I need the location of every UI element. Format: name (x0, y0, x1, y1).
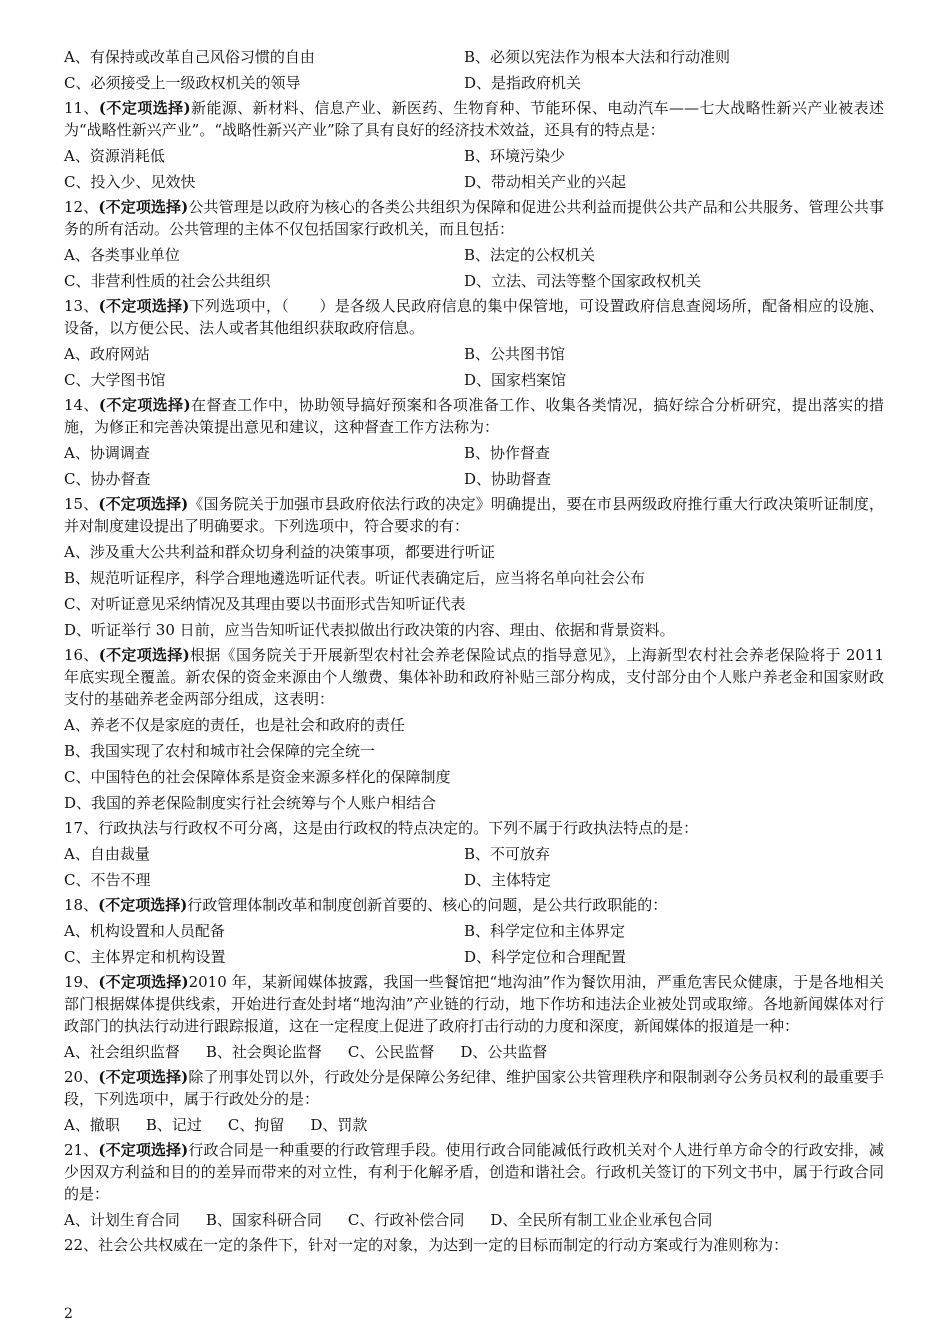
question-type-tag: (不定项选择) (98, 198, 189, 216)
option: C、对听证意见采纳情况及其理由要以书面形式告知听证代表 (64, 595, 466, 613)
option-row (64, 1039, 884, 1065)
question-20: 20、(不定项选择)除了刑事处罚以外，行政处分是保障公务纪律、维护国家公共管理秩序和限制剥夺公务员权利的最重要手段，下列选项中，属于行政处分的是： (64, 1068, 884, 1108)
option: C、投入少、见效快 (64, 173, 196, 191)
option: D、我国的养老保险制度实行社会统筹与个人账户相结合 (64, 794, 437, 812)
option-row (64, 440, 884, 466)
option: C、主体界定和机构设置 (64, 948, 226, 966)
question-type-tag: (不定项选择) (98, 896, 188, 914)
option: B、公共图书馆 (464, 345, 566, 363)
option: D、立法、司法等整个国家政权机关 (464, 272, 702, 290)
question-19: 19、(不定项选择)2010 年，某新闻媒体披露，我国一些餐馆把“地沟油”作为餐饮用油，严重危害民众健康，于是各地相关部门根据媒体提供线索，开始进行查处封堵“地沟油”产业链的行动，地下作坊和违法企业被处罚或取缔。各地新闻媒体对行政部门的执法行动进行跟踪报道，这在一定程度上促进了政府打击行动的力度和深度，新闻媒体的报道是一种： (64, 973, 884, 1035)
option: A、政府网站 (64, 345, 150, 363)
option-row (64, 466, 884, 492)
option: C、非营利性质的社会公共组织 (64, 272, 271, 290)
option: C、大学图书馆 (64, 371, 166, 389)
option: A、涉及重大公共利益和群众切身利益的决策事项，都要进行听证 (64, 543, 495, 561)
option: B、我国实现了农村和城市社会保障的完全统一 (64, 742, 376, 760)
question-type-tag: (不定项选择) (98, 99, 191, 117)
option: B、规范听证程序，科学合理地遴选听证代表。听证代表确定后，应当将名单向社会公布 (64, 569, 646, 587)
option-row (64, 867, 884, 893)
option: C、必须接受上一级政权机关的领导 (64, 74, 301, 92)
option: A、资源消耗低 (64, 147, 165, 165)
option: C、行政补偿合同 (347, 1211, 465, 1229)
option-row (64, 143, 884, 169)
question-type-tag: (不定项选择) (98, 973, 189, 991)
option-row (64, 944, 884, 970)
option: A、各类事业单位 (64, 246, 180, 264)
option: D、带动相关产业的兴起 (464, 173, 627, 191)
option: B、科学定位和主体界定 (464, 922, 626, 940)
option: B、法定的公权机关 (464, 246, 596, 264)
option: C、拘留 (227, 1116, 285, 1134)
option: D、协助督查 (464, 470, 552, 488)
option: D、国家档案馆 (464, 371, 567, 389)
question-type-tag: (不定项选择) (98, 297, 190, 315)
question-type-tag: (不定项选择) (98, 1141, 189, 1159)
option: A、有保持或改革自己风俗习惯的自由 (64, 48, 315, 66)
question-16: 16、(不定项选择)根据《国务院关于开展新型农村社会养老保险试点的指导意见》，上海新型农村社会养老保险将于 2011 年底实现全覆盖。新农保的资金来源由个人缴费、集体补助和政府补贴三部分构成，支付部分由个人账户养老金和国家财政支付的基础养老金两部分组成，这表明： (64, 646, 884, 708)
option: C、中国特色的社会保障体系是资金来源多样化的保障制度 (64, 768, 451, 786)
option-row (64, 1207, 884, 1233)
question-type-tag: (不定项选择) (98, 396, 191, 414)
page-number: 2 (64, 1306, 73, 1322)
option-row (64, 341, 884, 367)
question-13: 13、(不定项选择)下列选项中，（ ）是各级人民政府信息的集中保管地，可设置政府信息查阅场所，配备相应的设施、设备，以方便公民、法人或者其他组织获取政府信息。 (64, 297, 884, 337)
question-15: 15、(不定项选择)《国务院关于加强市县政府依法行政的决定》明确提出，要在市县两级政府推行重大行政决策听证制度，并对制度建设提出了明确要求。下列选项中，符合要求的有： (64, 495, 884, 535)
option: B、环境污染少 (464, 147, 566, 165)
option-row (64, 367, 884, 393)
option: C、公民监督 (347, 1043, 435, 1061)
option: D、主体特定 (464, 871, 552, 889)
question-18: 18、(不定项选择)行政管理体制改革和制度创新首要的、核心的问题，是公共行政职能的： (64, 896, 668, 914)
option: D、公共监督 (460, 1043, 548, 1061)
document-page (64, 44, 884, 1258)
option: A、机构设置和人员配备 (64, 922, 225, 940)
question-22: 22、社会公共权威在一定的条件下，针对一定的对象，为达到一定的目标而制定的行动方案或行为准则称为： (64, 1236, 789, 1254)
option-row (64, 841, 884, 867)
question-type-tag: (不定项选择) (98, 646, 190, 664)
question-14: 14、(不定项选择)在督查工作中，协助领导搞好预案和各项准备工作、收集各类情况，搞好综合分析研究，提出落实的措施，为修正和完善决策提出意见和建议，这种督查工作方法称为： (64, 396, 884, 436)
question-11: 11、(不定项选择)新能源、新材料、信息产业、新医药、生物育种、节能环保、电动汽车——七大战略性新兴产业被表述为“战略性新兴产业”。“战略性新兴产业”除了具有良好的经济技术效益，还具有的特点是： (64, 99, 884, 139)
option: D、罚款 (310, 1116, 368, 1134)
option: B、记过 (145, 1116, 202, 1134)
option: B、协作督查 (464, 444, 551, 462)
option-row (64, 918, 884, 944)
option: B、国家科研合同 (205, 1211, 322, 1229)
question-type-tag: (不定项选择) (98, 495, 189, 513)
option: D、科学定位和合理配置 (464, 948, 627, 966)
option: D、是指政府机关 (464, 74, 582, 92)
option-row (64, 268, 884, 294)
option-row (64, 70, 884, 96)
option-row (64, 242, 884, 268)
option-row (64, 169, 884, 195)
option: D、听证举行 30 日前，应当告知听证代表拟做出行政决策的内容、理由、依据和背景资料。 (64, 621, 675, 639)
option: A、撤职 (64, 1116, 120, 1134)
option: D、全民所有制工业企业承包合同 (490, 1211, 713, 1229)
option: A、自由裁量 (64, 845, 150, 863)
option: C、不告不理 (64, 871, 151, 889)
question-12: 12、(不定项选择)公共管理是以政府为核心的各类公共组织为保障和促进公共利益而提供公共产品和公共服务、管理公共事务的所有活动。公共管理的主体不仅包括国家行政机关，而且包括： (64, 198, 884, 238)
option: C、协办督查 (64, 470, 151, 488)
question-type-tag: (不定项选择) (98, 1068, 189, 1086)
option: B、不可放弃 (464, 845, 551, 863)
option: A、养老不仅是家庭的责任，也是社会和政府的责任 (64, 716, 405, 734)
question-17: 17、行政执法与行政权不可分离，这是由行政权的特点决定的。下列不属于行政执法特点的是： (64, 819, 699, 837)
option: B、社会舆论监督 (205, 1043, 322, 1061)
option: B、必须以宪法作为根本大法和行动准则 (464, 48, 731, 66)
option-row (64, 1112, 884, 1138)
question-21: 21、(不定项选择)行政合同是一种重要的行政管理手段。使用行政合同能减低行政机关对个人进行单方命令的行政安排，减少因双方利益和目的的差异而带来的对立性，有利于化解矛盾，创造和谐社会。行政机关签订的下列文书中，属于行政合同的是： (64, 1141, 884, 1203)
option: A、协调调查 (64, 444, 150, 462)
option-row (64, 44, 884, 70)
option: A、计划生育合同 (64, 1211, 180, 1229)
option: A、社会组织监督 (64, 1043, 180, 1061)
